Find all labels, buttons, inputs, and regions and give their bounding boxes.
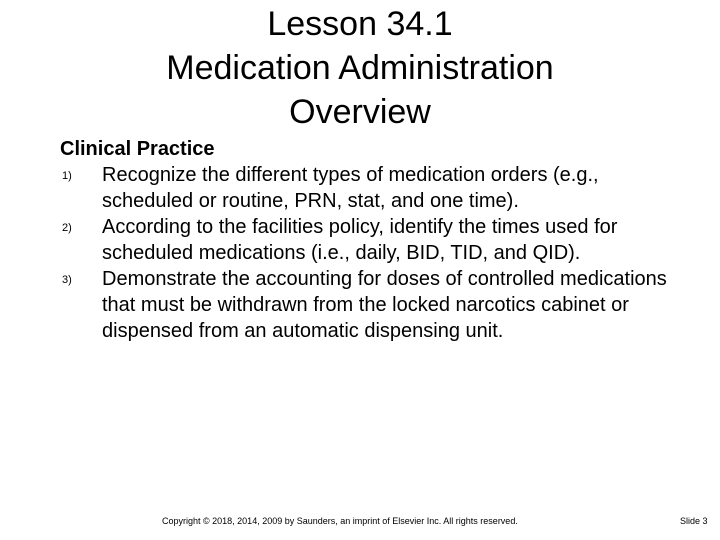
list-item-text: Recognize the different types of medication orders (e.g., scheduled or routine, PRN, stat, and one time). — [102, 164, 599, 212]
slide-title — [60, 2, 660, 134]
slide-number: Slide 3 — [680, 516, 708, 526]
title-line-1: Lesson 34.1 — [267, 5, 453, 43]
list-item — [0, 162, 720, 214]
list-item — [0, 214, 720, 266]
title-line-2: Medication Administration — [166, 49, 554, 87]
list-item-text: According to the facilities policy, identify the times used for scheduled medications (i.e., daily, BID, TID, and QID). — [102, 216, 618, 264]
list-item-number: 1) — [62, 170, 72, 182]
list-item-number: 2) — [62, 222, 72, 234]
list-item-text: Demonstrate the accounting for doses of controlled medications that must be withdrawn from the locked narcotics cabinet or dispensed from an automatic dispensing unit. — [102, 268, 667, 342]
objectives-list — [0, 162, 720, 344]
list-item-number: 3) — [62, 274, 72, 286]
title-line-3: Overview — [289, 93, 431, 131]
copyright-footer: Copyright © 2018, 2014, 2009 by Saunders, an imprint of Elsevier Inc. All rights reserved. — [162, 516, 518, 526]
list-item — [0, 266, 720, 344]
section-heading: Clinical Practice — [60, 138, 215, 160]
